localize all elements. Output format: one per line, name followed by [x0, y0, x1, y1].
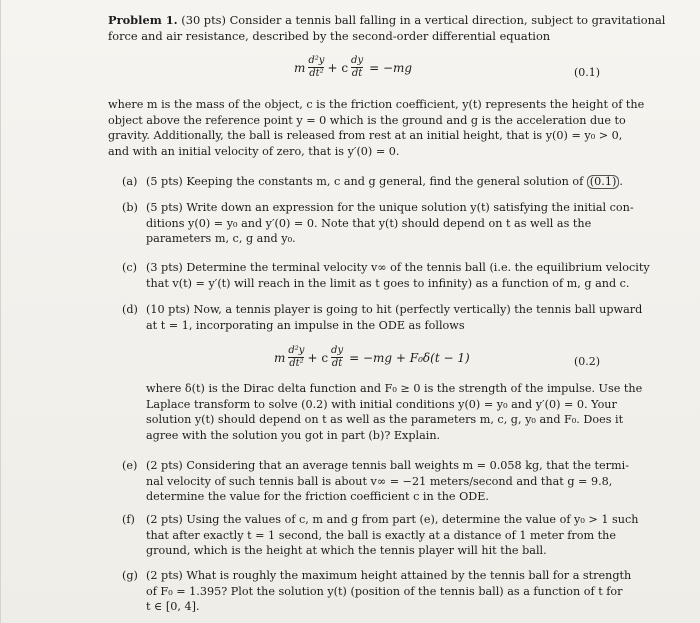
part-d-label: (d): [122, 303, 138, 316]
part-b-line-3: parameters m, c, g and y₀.: [146, 232, 296, 245]
part-g-label: (g): [122, 569, 138, 582]
eq1-den1: dt²: [309, 68, 324, 79]
problem-points: (30 pts): [181, 13, 226, 27]
eq1-num2: dy: [351, 55, 364, 66]
part-f-line-1: (2 pts) Using the values of c, m and g from part (e), determine the value of y₀ > 1 such: [146, 513, 639, 526]
part-d-after-line-4: agree with the solution you got in part (b)? Explain.: [146, 428, 441, 442]
part-g-line-1: (2 pts) What is roughly the maximum height attained by the tennis ball for a strength: [146, 569, 632, 582]
part-d-line-2: at t = 1, incorporating an impulse in the ODE as follows: [146, 318, 465, 332]
part-d-after-line-3: solution y(t) should depend on t as well as the parameters m, c, g, y₀ and F₀. Does it: [146, 413, 624, 426]
problem-page: Problem 1. (30 pts) Consider a tennis ball falling in a vertical direction, subject to gravitational force and air resistance, described by the second-order differential equation m $\frac{\text{d²y}}{\text{dt²}}$ + c $\frac{dy}{dt}$ = −mg (0.1) where m is the mass of the object, c is the friction coefficient, y(t) represents the height of the object above the reference point y = 0 which is the ground and g is the acceleration due to gravity. Additionally, the ball is released from rest at an initial height, that is y(0) = y₀ > 0, and with an initial velocity of zero, that is y′(0) = 0. (a) (5 pts) Keeping the constants m, c and g general, find the general solution of (0.1) . (b) (5 pts) Write down an expression for the unique solution y(t) satisfying the initial con- ditions y(0) = y₀ and y′(0) = 0. Note that y(t) should depend on t as well as the parameters m, c, g and y₀. (c) (3 pts) Determine the terminal velocity v∞ of the tennis ball (i.e. the equilibrium velocity that v(t) = y′(t) will reach in the limit as t goes to infinity) as a function of m, g and c. (d) (10 pts) Now, a tennis player is going to hit (perfectly vertically) the tennis ball upward at t = 1, incorporating an impulse in the ODE as follows m $\frac{\text{d²y}}{\text{dt²}}$ + c $\frac{dy}{dt}$ = −mg + F₀δ(t − 1) (0.2) where δ(t) is the Dirac delta function and F₀ ≥ 0 is the strength of the impulse. Use the Laplace transform to solve (0.2) with initial conditions y(0) = y₀ and y′(0) = 0. Your solution y(t) should depend on t as well as the parameters m, c, g, y₀ and F₀. Does it agree with the solution you got in part (b)? Explain. (e) (2 pts) Considering that an average tennis ball weights m = 0.058 kg, that the termi- nal velocity of such tennis ball is about v∞ = −21 meters/second and that g = 9.8, determine the value for the friction coefficient c in the ODE. (f) (2 pts) Using the values of c, m and g from part (e), determine the value of y₀ > 1 such that after exactly t = 1 second, the ball is exactly at a distance of 1 meter from the ground, which is the height at which the tennis player will hit the ball. (g) (2 pts) What is roughly the maximum height attained by the tennis ball for a strength of F₀ = 1.395? Plot the solution y(t) (position of the tennis ball) as a function of t for t ∈ [0, 4].: [0, 0, 700, 623]
description-line-1: where m is the mass of the object, c is the friction coefficient, y(t) represents the height of the: [108, 98, 645, 111]
part-b-line-2: ditions y(0) = y₀ and y′(0) = 0. Note that y(t) should depend on t as well as the: [146, 216, 592, 230]
eq2-frac-1: [288, 346, 304, 369]
description-paragraph: [108, 97, 693, 159]
part-a-label: (a): [122, 175, 138, 188]
problem-intro: [108, 12, 688, 44]
eq1-rhs: = −mg: [369, 60, 413, 75]
equation-0-1: [294, 56, 412, 79]
part-d-after-line-2: Laplace transform to solve (0.2) with initial conditions y(0) = y₀ and y′(0) = 0. Your: [146, 397, 617, 411]
part-a-text: (5 pts) Keeping the constants m, c and g general, find the general solution of: [146, 175, 584, 188]
eq1-den2: dt: [351, 68, 363, 79]
part-c-line-2: that v(t) = y′(t) will reach in the limit as t goes to infinity) as a function of m, g and c.: [146, 276, 630, 290]
part-f-line-2: that after exactly t = 1 second, the ball is exactly at a distance of 1 meter from the: [146, 528, 616, 542]
part-g-line-3: t ∈ [0, 4].: [146, 600, 200, 613]
eq2-m: m: [274, 350, 286, 365]
intro-line-1: [108, 12, 688, 28]
part-e-line-2: nal velocity of such tennis ball is about v∞ = −21 meters/second and that g = 9.8,: [146, 474, 613, 488]
part-f-line-3: ground, which is the height at which the tennis player will hit the ball.: [146, 544, 547, 557]
eq2-den1: dt²: [289, 358, 304, 369]
part-c-label: (c): [122, 261, 137, 274]
part-d-after: [146, 381, 696, 443]
eq1-frac-2: [351, 56, 363, 79]
eq1-number: (0.1): [574, 66, 601, 79]
part-c-line-1: (3 pts) Determine the terminal velocity v∞ of the tennis ball (i.e. the equilibrium velocity: [146, 261, 650, 274]
eq1-num1: d²y: [308, 55, 325, 66]
eq2-den2: dt: [331, 358, 343, 369]
description-line-3: gravity. Additionally, the ball is released from rest at an initial height, that is y(0) = y₀ > 0,: [108, 129, 623, 142]
equation-0-2: [274, 346, 470, 369]
eq1-plus-c: + c: [327, 60, 349, 75]
part-d-line-1: (10 pts) Now, a tennis player is going to hit (perfectly vertically) the tennis ball upward: [146, 303, 643, 316]
part-b-label: (b): [122, 201, 138, 214]
part-e-label: (e): [122, 459, 138, 472]
part-e-line-1: (2 pts) Considering that an average tennis ball weights m = 0.058 kg, that the termi-: [146, 459, 629, 472]
eq1-frac-1: [308, 56, 324, 79]
part-f-label: (f): [122, 513, 135, 526]
eq1-m: m: [294, 60, 306, 75]
part-g-line-2: of F₀ = 1.395? Plot the solution y(t) (position of the tennis ball) as a function of t for: [146, 584, 623, 598]
intro-text-1: Consider a tennis ball falling in a vertical direction, subject to gravitational: [229, 13, 666, 27]
eq2-plus-c: + c: [307, 350, 329, 365]
eq2-num2: dy: [331, 345, 344, 356]
description-line-2: object above the reference point y = 0 which is the ground and g is the acceleration due to: [108, 113, 626, 127]
eq2-rhs: = −mg + F₀δ(t − 1): [349, 350, 470, 365]
description-line-4: and with an initial velocity of zero, that is y′(0) = 0.: [108, 144, 400, 158]
problem-title: Problem 1.: [108, 13, 178, 27]
intro-line-2: force and air resistance, described by the second-order differential equation: [108, 29, 551, 43]
eq2-number: (0.2): [574, 355, 601, 368]
part-e-line-3: determine the value for the friction coefficient c in the ODE.: [146, 490, 489, 503]
eq2-frac-2: [331, 346, 343, 369]
part-a-equation-ref[interactable]: (0.1): [587, 175, 620, 189]
eq2-num1: d²y: [288, 345, 305, 356]
part-b-line-1: (5 pts) Write down an expression for the unique solution y(t) satisfying the initial con-: [146, 201, 634, 214]
part-d-after-line-1: where δ(t) is the Dirac delta function and F₀ ≥ 0 is the strength of the impulse. Use the: [146, 382, 643, 395]
